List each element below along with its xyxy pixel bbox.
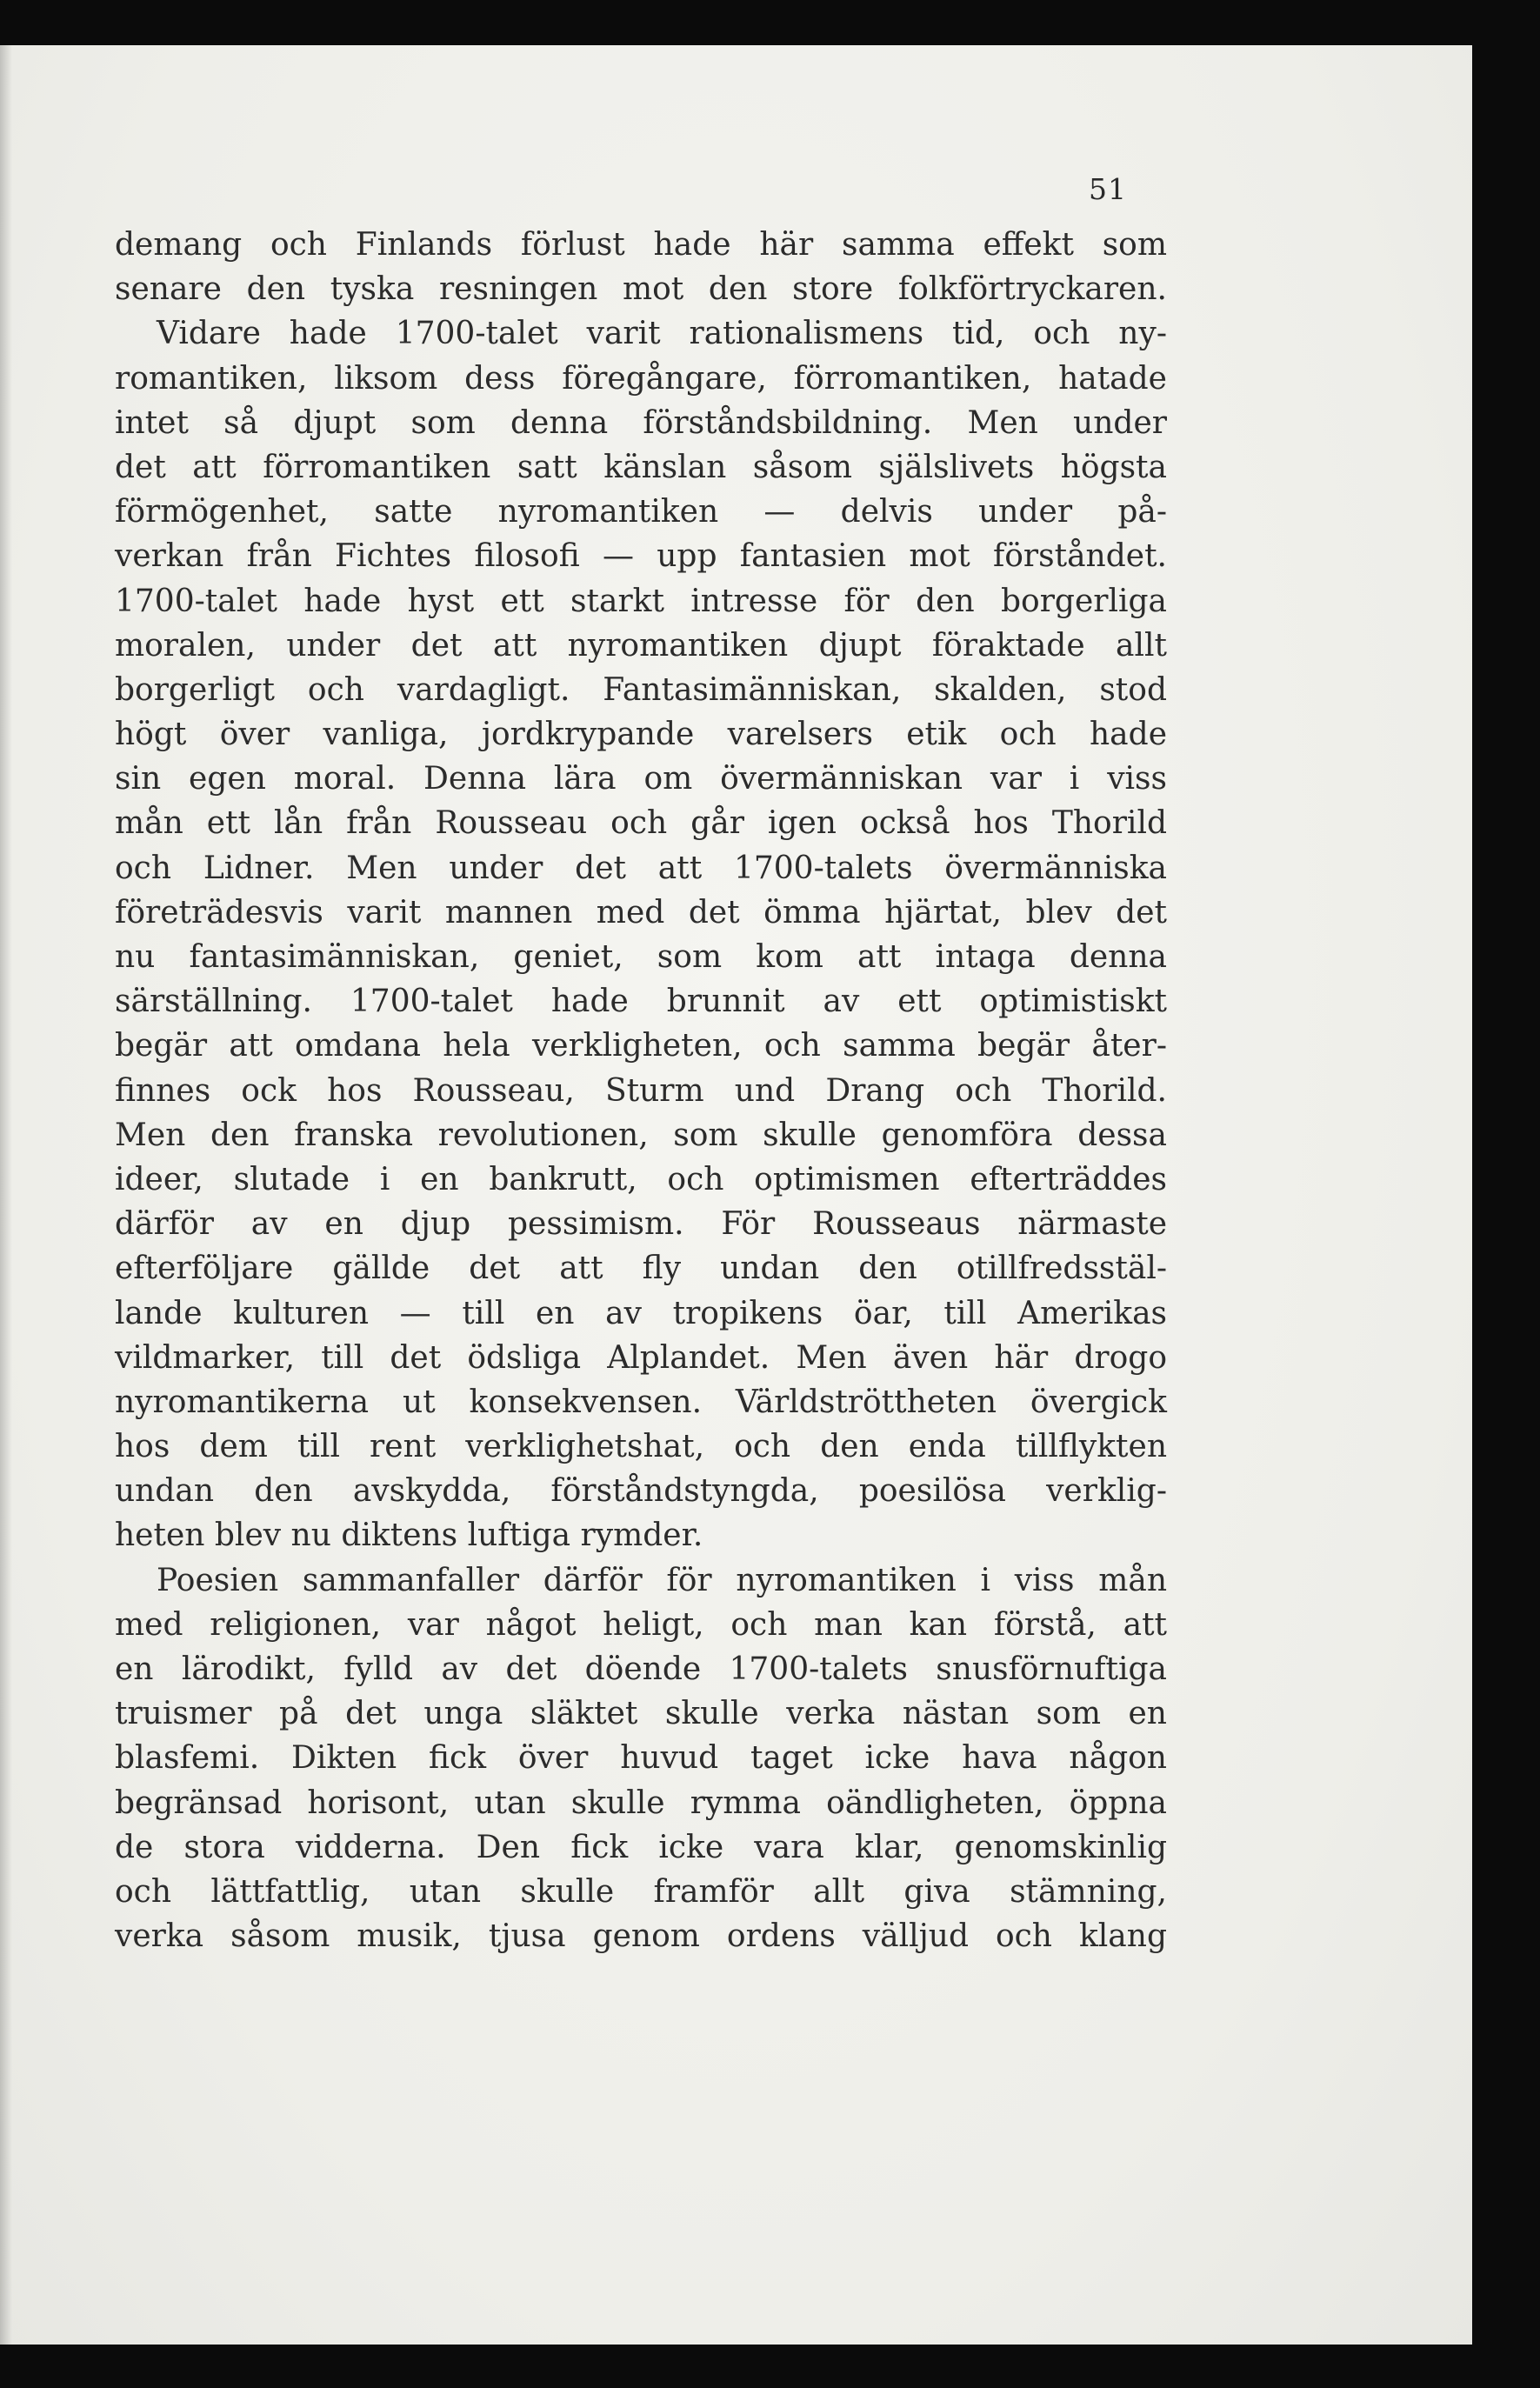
text-line: begränsad horisont, utan skulle rymma oändligheten, öppna (115, 1784, 1167, 1821)
text-line: blasfemi. Dikten fick över huvud taget icke hava någon (115, 1740, 1167, 1777)
text-line: demang och Finlands förlust hade här samma effekt som (115, 227, 1167, 263)
text-line: begär att omdana hela verkligheten, och samma begär åter- (115, 1028, 1167, 1064)
text-line: hos dem till rent verklighetshat, och den enda tillflykten (115, 1429, 1167, 1465)
text-line: ideer, slutade i en bankrutt, och optimismen efterträddes (115, 1161, 1167, 1197)
text-line: nyromantikerna ut konsekvensen. Världströttheten övergick (115, 1384, 1167, 1420)
gutter-shadow (0, 45, 12, 2345)
text-line: sin egen moral. Denna lära om övermänniskan var i viss (115, 761, 1167, 797)
text-line: Vidare hade 1700-talet varit rationalismens tid, och ny- (157, 316, 1167, 352)
text-line: högt över vanliga, jordkrypande varelsers etik och hade (115, 717, 1167, 753)
text-line: verkan från Fichtes filosofi — upp fantasien mot förståndet. (115, 538, 1167, 575)
text-line: mån ett lån från Rousseau och går igen också hos Thorild (115, 805, 1167, 842)
text-line: borgerligt och vardagligt. Fantasimänniskan, skalden, stod (115, 671, 1167, 708)
text-line: heten blev nu diktens luftiga rymder. (115, 1518, 703, 1554)
text-line: det att förromantiken satt känslan såsom själslivets högsta (115, 449, 1167, 485)
text-line: Men den franska revolutionen, som skulle genomföra dessa (115, 1117, 1167, 1153)
text-line: senare den tyska resningen mot den store folkförtryckaren. (115, 271, 1167, 308)
text-line: förmögenhet, satte nyromantiken — delvis under på- (115, 494, 1167, 530)
text-line: med religionen, var något heligt, och man kan förstå, att (115, 1606, 1167, 1643)
text-line: och Lidner. Men under det att 1700-talets övermänniska (115, 850, 1167, 886)
text-line: särställning. 1700-talet hade brunnit av ett optimistiskt (115, 984, 1167, 1020)
text-line: nu fantasimänniskan, geniet, som kom att intaga denna (115, 939, 1167, 975)
text-line: de stora vidderna. Den fick icke vara klar, genomskinlig (115, 1829, 1167, 1865)
text-line: Poesien sammanfaller därför för nyromantiken i viss mån (157, 1562, 1167, 1598)
text-line: efterföljare gällde det att fly undan den otillfredsstäl- (115, 1251, 1167, 1287)
text-line: finnes ock hos Rousseau, Sturm und Drang och Thorild. (115, 1072, 1167, 1109)
text-line: 1700-talet hade hyst ett starkt intresse för den borgerliga (115, 583, 1167, 619)
text-line: verka såsom musik, tjusa genom ordens välljud och klang (115, 1918, 1167, 1955)
text-line: romantiken, liksom dess föregångare, förromantiken, hatade (115, 360, 1167, 397)
text-line: och lättfattlig, utan skulle framför allt giva stämning, (115, 1873, 1167, 1910)
text-line: truismer på det unga släktet skulle verka nästan som en (115, 1696, 1167, 1732)
text-line: en lärodikt, fylld av det döende 1700-talets snusförnuftiga (115, 1651, 1167, 1687)
text-line: vildmarker, till det ödsliga Alplandet. Men även här drogo (115, 1339, 1167, 1376)
text-line: företrädesvis varit mannen med det ömma hjärtat, blev det (115, 894, 1167, 931)
text-line: lande kulturen — till en av tropikens öar, till Amerikas (115, 1295, 1167, 1331)
text-line: därför av en djup pessimism. För Rousseaus närmaste (115, 1206, 1167, 1243)
text-line: undan den avskydda, förståndstyngda, poesilösa verklig- (115, 1473, 1167, 1510)
body-text (115, 223, 1167, 1958)
page-number: 51 (1089, 172, 1127, 206)
text-line: moralen, under det att nyromantiken djupt föraktade allt (115, 627, 1167, 664)
text-line: intet så djupt som denna förståndsbildning. Men under (115, 404, 1167, 441)
